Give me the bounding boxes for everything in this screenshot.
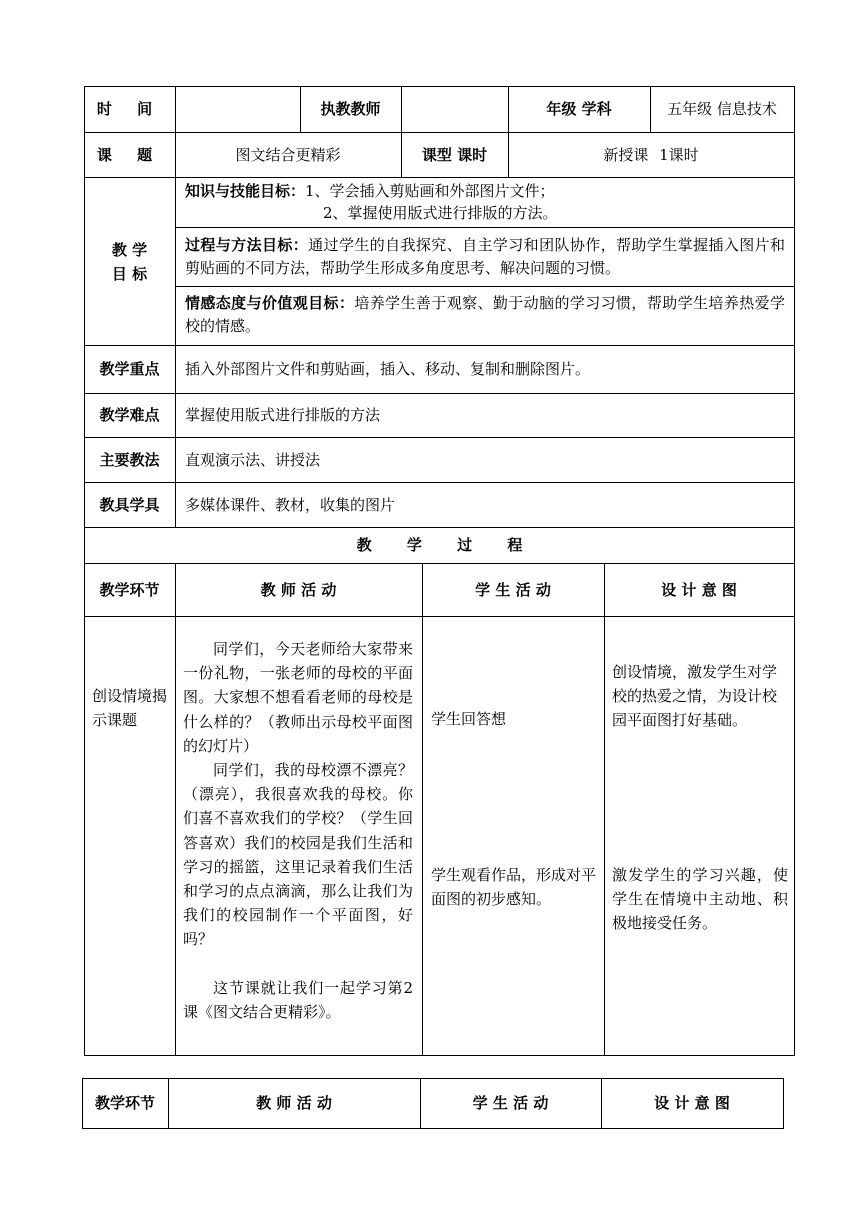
teacher-paragraph-1: 同学们，今天老师给大家带来一份礼物，一张老师的母校的平面图。大家想不想看看老师的母校是什么样的？（教师出示母校平面图的幻灯片） — [183, 640, 413, 755]
objectives-label — [84, 238, 175, 286]
method-label: 主要教法 — [99, 450, 160, 469]
difficulty-value: 掌握使用版式进行排版的方法 — [185, 406, 381, 424]
process-objective — [185, 234, 785, 280]
tools-value: 多媒体课件、教材，收集的图片 — [185, 495, 396, 514]
design-intent-2: 激发学生的学习兴趣，使学生在情境中主动地、积极地接受任务。 — [612, 866, 788, 932]
objectives-label-line2: 目 标 — [111, 265, 148, 283]
topic-value: 图文结合更精彩 — [235, 145, 341, 164]
lesson-type-label: 课型 课时 — [421, 145, 488, 164]
knowledge-objective — [185, 180, 785, 224]
teacher-paragraph-2: 同学们，我的母校漂不漂亮？（漂亮），我很喜欢我的母校。你们喜不喜欢我们的学校？（学生回答喜欢）我们的校园是我们生活和学习的摇篮，这里记录着我们生活和学习的点点滴滴，那么让我们为我们的校园制作一个平面图，好吗？ — [183, 761, 413, 949]
stage-header-2: 教学环节 — [94, 1094, 155, 1112]
design-intent-header-2: 设 计 意 图 — [654, 1094, 730, 1112]
student-activity-header: 学 生 活 动 — [475, 580, 551, 599]
student-activity-2: 学生观看作品，形成对平面图的初步感知。 — [431, 866, 597, 908]
lesson-type-value: 新授课 1课时 — [603, 145, 699, 164]
key-point-label: 教学重点 — [99, 360, 160, 378]
emotion-objective — [185, 292, 785, 338]
teacher-label: 执教教师 — [320, 100, 381, 118]
topic-label: 课 题 — [96, 145, 163, 164]
design-intent-1: 创设情境，激发学生对学校的热爱之情，为设计校园平面图打好基础。 — [612, 663, 778, 729]
knowledge-line1: 1、学会插入剪贴画和外部图片文件； — [305, 182, 555, 200]
design-intent-header: 设 计 意 图 — [661, 580, 737, 599]
grade-subject-value: 五年级 信息技术 — [667, 100, 777, 118]
emotion-text: 培养学生善于观察、勤于动脑的学习习惯，帮助学生培养热爱学校的情感。 — [185, 294, 785, 335]
process-section-title: 教 学 过 程 — [356, 536, 523, 554]
method-value: 直观演示法、讲授法 — [185, 450, 321, 469]
stage-header: 教学环节 — [99, 580, 160, 599]
knowledge-title: 知识与技能目标： — [185, 182, 306, 200]
emotion-title: 情感态度与价值观目标： — [185, 294, 355, 312]
student-activity-1: 学生回答想 — [431, 710, 507, 728]
knowledge-line2: 2、掌握使用版式进行排版的方法。 — [323, 204, 558, 222]
time-label: 时 间 — [96, 100, 163, 118]
tools-label: 教具学具 — [99, 495, 160, 514]
teacher-activity-cell — [183, 637, 413, 1024]
key-point-value: 插入外部图片文件和剪贴画，插入、移动、复制和删除图片。 — [185, 360, 591, 378]
process-text: 通过学生的自我探究、自主学习和团队协作，帮助学生掌握插入图片和剪贴画的不同方法，帮助学生形成多角度思考、解决问题的习惯。 — [185, 236, 785, 277]
grade-subject-label: 年级 学科 — [546, 100, 612, 118]
objectives-label-line1: 教 学 — [111, 241, 148, 259]
stage-cell: 创设情境揭示课题 — [92, 687, 168, 729]
difficulty-label: 教学难点 — [99, 406, 160, 424]
student-activity-header-2: 学 生 活 动 — [472, 1094, 549, 1112]
process-title: 过程与方法目标： — [185, 236, 309, 254]
teacher-activity-header: 教 师 活 动 — [260, 580, 337, 599]
teacher-activity-header-2: 教 师 活 动 — [256, 1094, 332, 1112]
teacher-paragraph-3: 这节课就让我们一起学习第2课《图文结合更精彩》。 — [183, 978, 413, 1021]
